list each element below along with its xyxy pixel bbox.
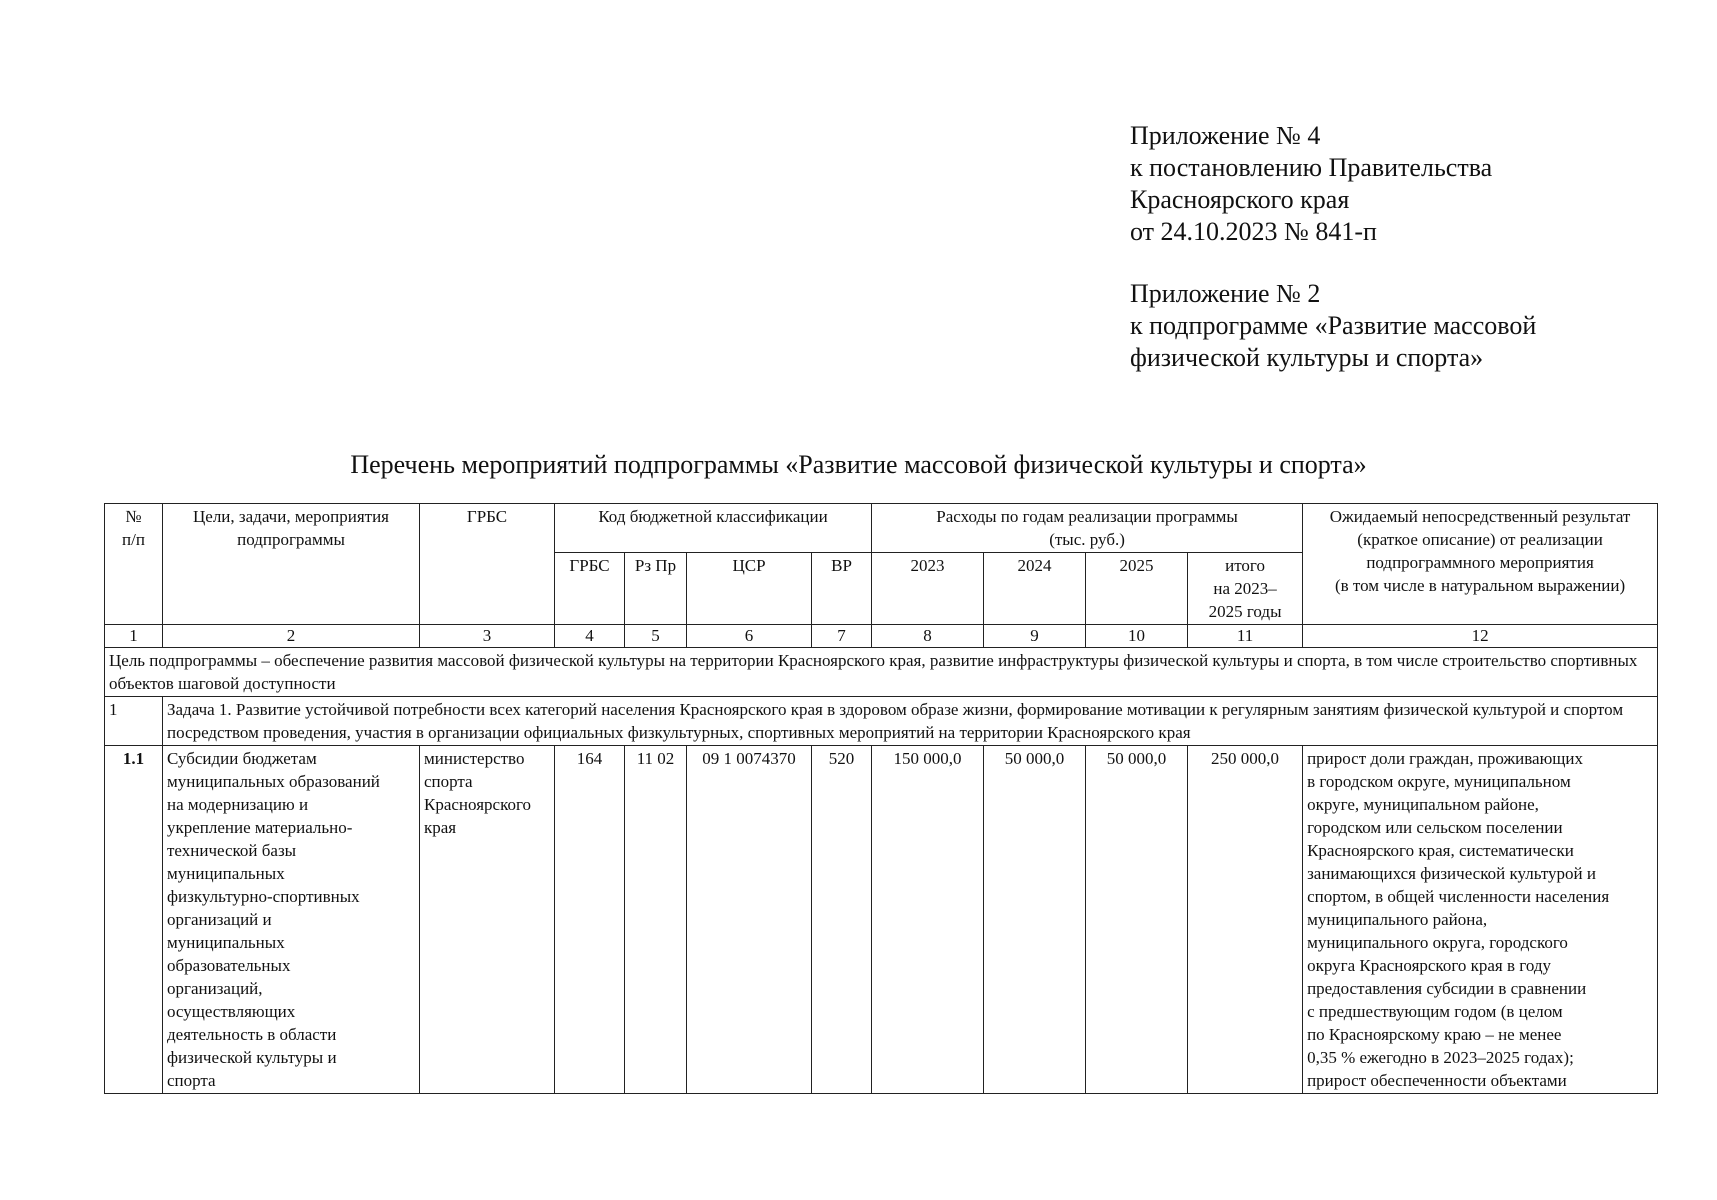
row-grbs: министерство спорта Красноярского края: [420, 746, 555, 1094]
task-text: Задача 1. Развитие устойчивой потребности всех категорий населения Красноярского края в здоровом образе жизни, формирование мотивации к регулярным занятиям физической культурой и спортом посредством проведения, участия в организации официальных физкультурных, спортивных мероприятий на территории Красноярского края: [163, 697, 1658, 746]
column-number: 1: [105, 625, 163, 648]
appendix-header: [1130, 120, 1690, 374]
subheader-rzpr: Рз Пр: [625, 553, 687, 625]
task-num: 1: [105, 697, 163, 746]
subheader-total: итого на 2023– 2025 годы: [1188, 553, 1303, 625]
subheader-vr: ВР: [812, 553, 872, 625]
column-number: 10: [1086, 625, 1188, 648]
column-number: 8: [872, 625, 984, 648]
row-2023: 150 000,0: [872, 746, 984, 1094]
row-2025: 50 000,0: [1086, 746, 1188, 1094]
appendix-line: к подпрограмме «Развитие массовой: [1130, 311, 1537, 340]
column-number: 9: [984, 625, 1086, 648]
header-grbs: ГРБС: [420, 504, 555, 625]
row-total: 250 000,0: [1188, 746, 1303, 1094]
row-rzpr: 11 02: [625, 746, 687, 1094]
header-goals: Цели, задачи, мероприятия подпрограммы: [163, 504, 420, 625]
appendix-line: физической культуры и спорта»: [1130, 343, 1484, 372]
header-result: Ожидаемый непосредственный результат (краткое описание) от реализации подпрограммного мероприятия (в том числе в натуральном выражении): [1303, 504, 1658, 625]
row-csr: 09 1 0074370: [687, 746, 812, 1094]
row-code-grbs: 164: [555, 746, 625, 1094]
document-title: Перечень мероприятий подпрограммы «Развитие массовой физической культуры и спорта»: [350, 450, 1367, 479]
header-num: № п/п: [105, 504, 163, 625]
column-number: 12: [1303, 625, 1658, 648]
column-number: 11: [1188, 625, 1303, 648]
column-number: 3: [420, 625, 555, 648]
appendix-line: к постановлению Правительства: [1130, 153, 1493, 182]
goal-row: [105, 648, 1658, 697]
appendix-line: Красноярского края: [1130, 185, 1350, 214]
subheader-2023: 2023: [872, 553, 984, 625]
subheader-csr: ЦСР: [687, 553, 812, 625]
task-row: [105, 697, 1658, 746]
header-expenses: Расходы по годам реализации программы (тыс. руб.): [872, 504, 1303, 553]
goal-text: Цель подпрограммы – обеспечение развития массовой физической культуры на территории Красноярского края, развитие инфраструктуры физической культуры и спорта, в том числе строительство спортивных объектов шаговой доступности: [105, 648, 1658, 697]
measures-table: [104, 503, 1658, 1094]
column-number: 2: [163, 625, 420, 648]
table-row: [105, 746, 1658, 1094]
row-result: прирост доли граждан, проживающих в городском округе, муниципальном округе, муниципальном районе, городском или сельском поселении Красноярского края, систематически занимающихся физической культурой и спортом, в общей численности населения муниципального района, муниципального округа, городского округа Красноярского края в году предоставления субсидии в сравнении с предшествующим годом (в целом по Красноярскому краю – не менее 0,35 % ежегодно в 2023–2025 годах); прирост обеспеченности объектами: [1303, 746, 1658, 1094]
appendix-line: Приложение № 4: [1130, 121, 1321, 150]
row-vr: 520: [812, 746, 872, 1094]
appendix-line: от 24.10.2023 № 841-п: [1130, 217, 1377, 246]
column-number: 6: [687, 625, 812, 648]
subheader-2024: 2024: [984, 553, 1086, 625]
header-budget-code: Код бюджетной классификации: [555, 504, 872, 553]
appendix-line: Приложение № 2: [1130, 279, 1321, 308]
column-number: 5: [625, 625, 687, 648]
row-num: 1.1: [105, 746, 163, 1094]
column-number-row: [105, 625, 1658, 648]
column-number: 4: [555, 625, 625, 648]
row-name: Субсидии бюджетам муниципальных образований на модернизацию и укрепление материально- технической базы муниципальных физкультурно-спортивных организаций и муниципальных образовательных организаций, осуществляющих деятельность в области физической культуры и спорта: [163, 746, 420, 1094]
column-number: 7: [812, 625, 872, 648]
row-2024: 50 000,0: [984, 746, 1086, 1094]
subheader-2025: 2025: [1086, 553, 1188, 625]
subheader-grbs: ГРБС: [555, 553, 625, 625]
